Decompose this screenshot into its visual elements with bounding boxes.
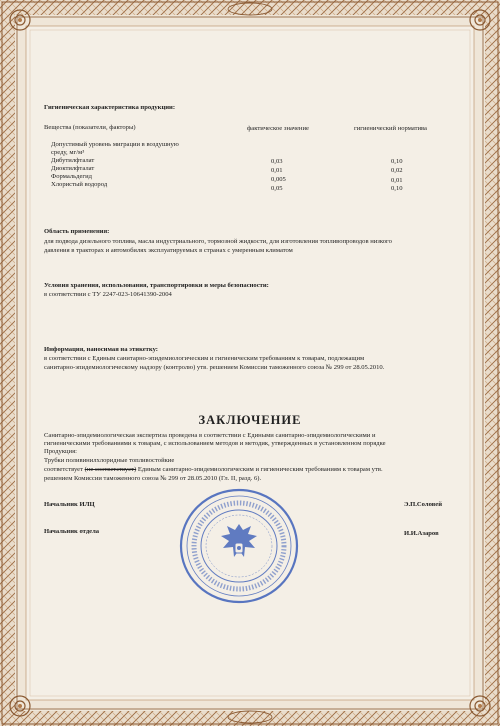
substance-name: Дибутилфталат: [51, 157, 95, 164]
conclusion-title: ЗАКЛЮЧЕНИЕ: [198, 413, 302, 427]
col-actual-header: фактическое значение: [247, 125, 309, 132]
application-text-2: давления в тракторах и автомобилях эксплуатируемых в странах с умеренным климатом: [44, 247, 293, 254]
actual-value: 0,03: [271, 158, 283, 165]
non-compliance-struck: (не соответствует): [84, 466, 137, 473]
norm-value: 0,01: [391, 177, 403, 184]
signature-name-1: Э.П.Соловей: [404, 501, 442, 508]
application-text-1: для подвода дизельного топлива, масла индустриального, тормозной жидкости, для изготовления топливопроводов низкого: [44, 238, 392, 245]
norm-value: 0,02: [391, 167, 403, 174]
norm-value: 0,10: [391, 185, 403, 192]
col-substances-header: Вещества (показатели, факторы): [44, 124, 136, 131]
actual-value: 0,05: [271, 185, 283, 192]
official-stamp-icon: [178, 487, 300, 605]
storage-text: в соответствии с ТУ 2247-023-10641390-2004: [44, 291, 172, 298]
actual-value: 0,005: [271, 176, 286, 183]
substance-name: Формальдегид: [51, 173, 92, 180]
application-heading: Область применения:: [44, 228, 110, 235]
storage-heading: Условия хранения, использования, транспортировки и меры безопасности:: [44, 282, 269, 289]
substance-name: Диоктилфталат: [51, 165, 95, 172]
conclusion-compliance: [44, 466, 383, 474]
signature-role-2: Начальник отдела: [44, 528, 100, 535]
conclusion-text-2: гигиеническими требованиями к товарам, с использованием методов и методик, утвержденных в установленном порядке: [44, 440, 386, 447]
conclusion-decision: решением Комиссии таможенного союза № 299 от 28.05.2010 (Гл. II, разд. 6).: [44, 475, 262, 482]
norm-value: 0,10: [391, 158, 403, 165]
conclusion-product-label: Продукция:: [44, 448, 77, 455]
signature-role-1: Начальник ИЛЦ: [44, 501, 95, 508]
signature-name-2: И.И.Азаров: [404, 530, 439, 537]
label-info-heading: Информация, наносимая на этикетку:: [44, 346, 158, 353]
compliance-status: соответствует: [44, 466, 83, 473]
conclusion-product-name: Трубки поливинилхлоридные топливостойкие: [44, 457, 175, 464]
col-norm-header: гигиенический норматива: [354, 125, 427, 132]
compliance-requirements: Единым санитарно-эпидемиологическим и гигиеническим требованиям к товарам утв.: [137, 466, 383, 473]
migration-subheader-unit: среду, мг/м³: [51, 149, 85, 156]
conclusion-text-1: Санитарно-эпидемиологическая экспертиза проведена в соответствии с Едиными санитарно-эпидемиологическими и: [44, 432, 376, 439]
label-info-text-1: в соответствии с Единым санитарно-эпидемиологическим и гигиеническим требованиям к товарам, подлежащим: [44, 355, 365, 362]
label-info-text-2: санитарно-эпидемиологическому надзору (контролю) утв. решением Комиссии таможенного союза № 299 от 28.05.2010.: [44, 364, 385, 371]
substance-name: Хлористый водород: [51, 181, 108, 188]
migration-subheader: Допустимый уровень миграции в воздушную: [51, 141, 179, 148]
actual-value: 0,01: [271, 167, 283, 174]
hygiene-heading: Гигиеническая характеристика продукции:: [44, 104, 176, 111]
